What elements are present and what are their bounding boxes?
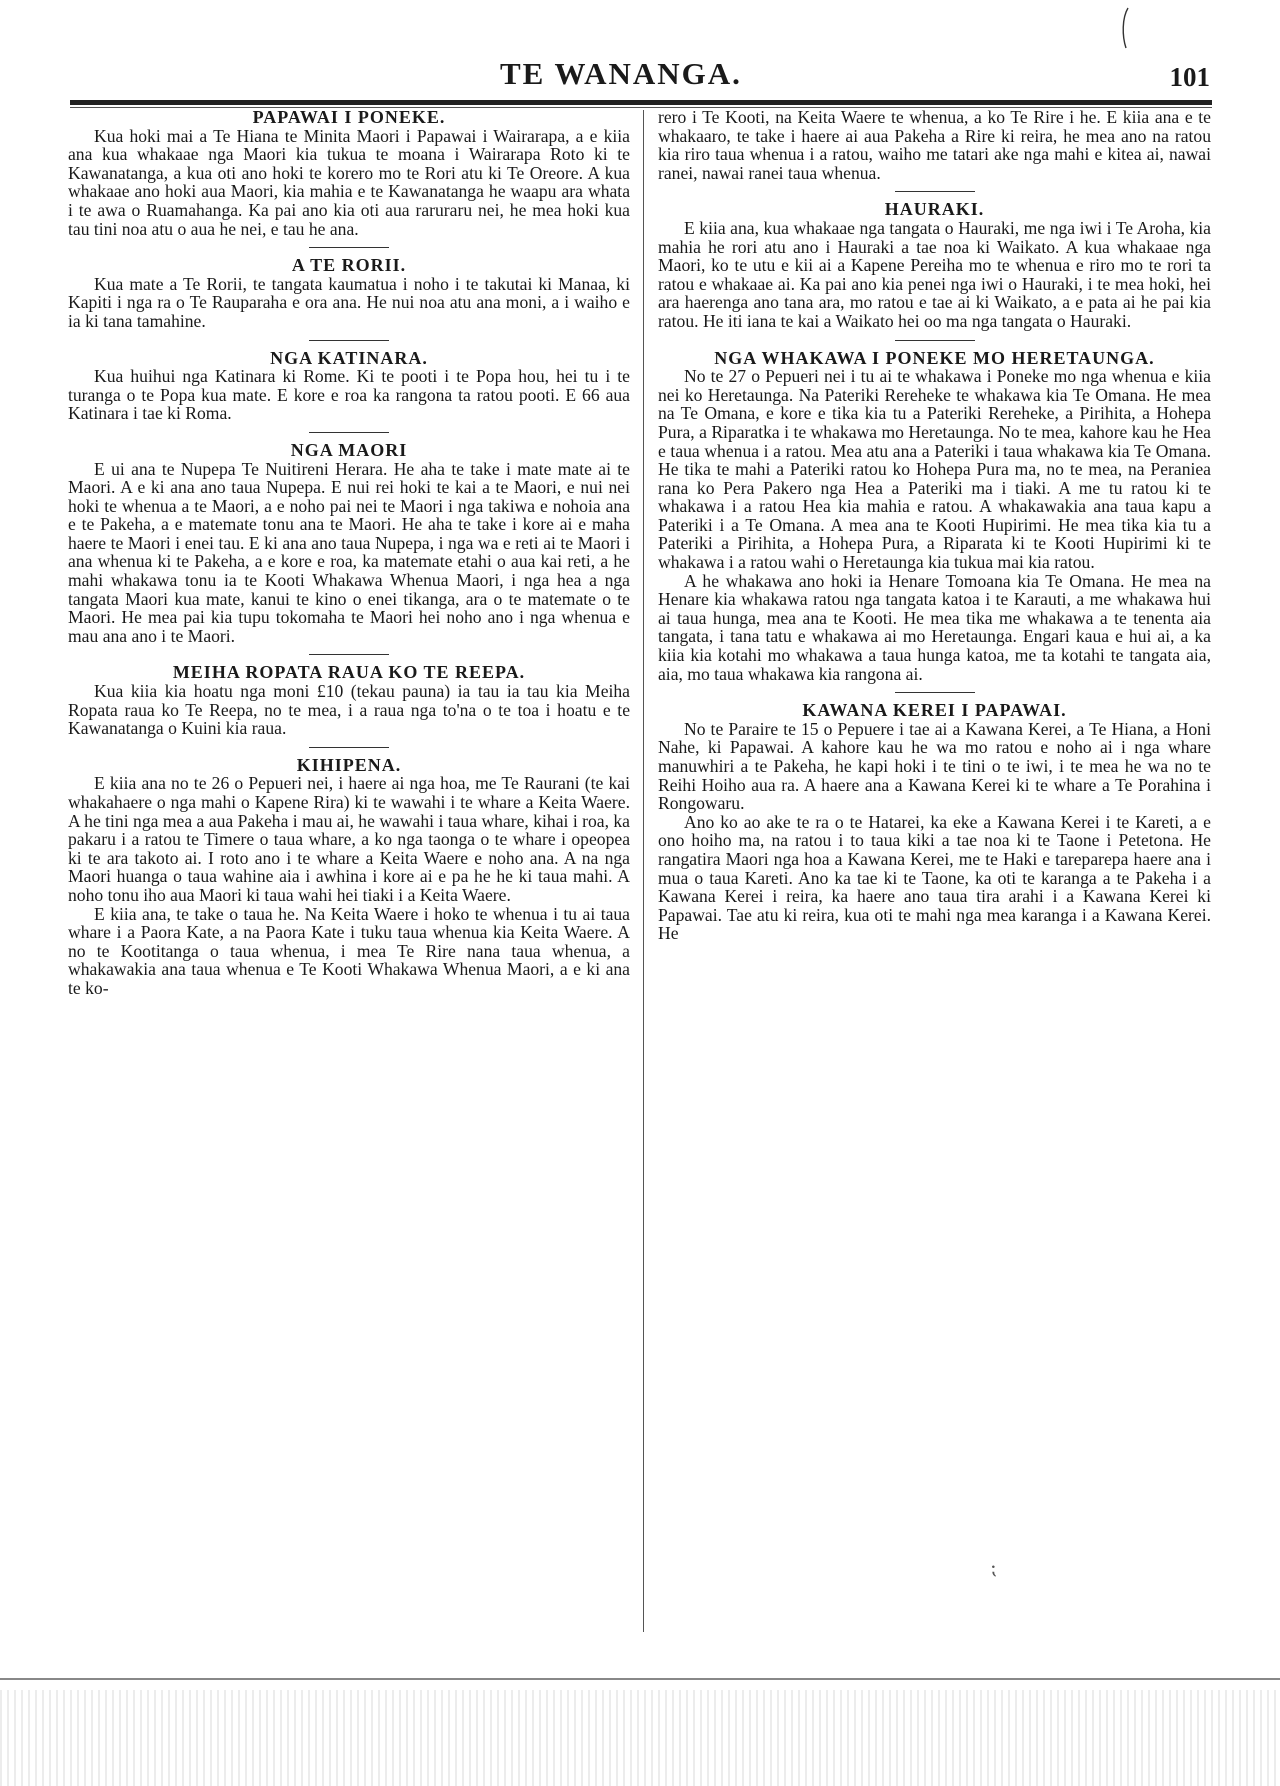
article-paragraph: rero i Te Kooti, na Keita Waere te whenua, a ko Te Rire i he. E kiia ana e te whakaaro, te take i haere ai aua Pakeha a Rire ki reira, he mea ano na ratou kia riro taua whenua i a ratou, waiho me tatari ake nga mahi e kitea ai, nawai ranei, nawai ranei taua whenua. — [658, 107, 1211, 183]
article-heading: HAURAKI. — [884, 199, 985, 220]
article-heading: KAWANA KEREI I PAPAWAI. — [802, 700, 1067, 721]
article-heading: MEIHA ROPATA RAUA KO TE REEPA. — [172, 662, 526, 683]
article-heading: PAPAWAI I PONEKE. — [252, 107, 446, 127]
masthead — [60, 52, 1210, 98]
article-paragraph: A he whakawa ano hoki ia Henare Tomoana kia Te Omana. He mea na Henare kia whakawa ratou nga tangata katoa i te Karauti, a me whakawa hui ai taua hunga, mea ana te Kooti. He mea tika me whakawa a te tenenta aia tangata, i tana tatu e whakawa ai mo Heretaunga. Engari kaua e hui ai, a ka kiia kia kotahi mo whakawa a taua hunga katoa, me ta kotahi te tangata aia, aia, mo taua whakawa kia rangona ai. — [658, 570, 1211, 684]
article — [658, 692, 1211, 943]
left-column — [68, 108, 630, 998]
article-separator — [895, 340, 975, 341]
article-paragraph: E ui ana te Nupepa Te Nuitireni Herara. He aha te take i mate mate ai te Maori. A e ki ana ano taua Nupepa. E nui rei hoki te kai a te Maori, e nui nei hoki te whenua a te Maori, a e noho pai nei te Maori i nga takiwa e nohoia ana e te Pakeha, a e matemate tonu ana te Maori. He aha te take i kore ai e maha haere te Maori i enei tau. E ki ana ano taua Nupepa, i nga wa e reti ai te Maori i ana whenua ki te Pakeha, a e kore e roa, ka matemate etahi o aua kai reti, a he mahi whakawa tonu ia te Kooti Whakawa Whenua Maori, i nga hea a nga tangata Maori kua mate, kanui te kino o enei tikanga, ara o te matemate o te Maori. He mea pai kia tupu tokomaha te Maori hei noho ano i nga whenua e mau ana ano i te Maori. — [68, 458, 630, 646]
article-separator — [309, 340, 389, 341]
article-heading: NGA KATINARA. — [270, 347, 428, 368]
article-heading: NGA MAORI — [290, 439, 408, 460]
article-paragraph: No te 27 o Pepueri nei i tu ai te whakawa i Poneke mo nga whenua e kiia nei ko Heretaunga. Na Pateriki Rereheke te whakawa kia Te Omana. He mea na Te Omana, e kore e tika kia tu a Pateriki Rereheke, a Pirihita, a Hohepa Pura, a Riparatka i te whakawa mo Heretaunga. No te mea, kahore kau he Hea e taua whenua i a ratou. Mea atu ana a Pateriki i taua whakawa kia Te Omana. He tika te mahi a Pateriki ratou ko Hohepa Pura ma, no te mea, na Peraniea rana ko Pera Pakero nga Hea a Pateriki ma i tiaki. A me tu ratou ki te whakawa i a ratou Hea kia mahia e ratou. A whakawakia ana taua kapu a Pateriki i a Te Omana. A mea ana te Kooti Hupirimi. He mea tika kia tu a Pateriki a Pirihita, a Hohepa Pura, a Riparata ki te Kooti Hupirimi ki te whakawa i a ratou wahi o Heretaunga kia tukua mai kia ratou. — [658, 366, 1211, 573]
pencil-mark — [1118, 6, 1134, 50]
article-separator — [895, 692, 975, 693]
article-paragraph: Kua kiia kia hoatu nga moni £10 (tekau pauna) ia tau ia tau kia Meiha Ropata raua ko Te Reepa, no te mea, i a raua nga to'na o te toa i hoatu e te Kawanatanga o Kuini kia raua. — [68, 681, 630, 739]
article — [68, 247, 630, 330]
article-heading: NGA WHAKAWA I PONEKE MO HERETAUNGA. — [714, 347, 1155, 368]
newspaper-title: TE WANANGA. — [500, 56, 742, 91]
article-paragraph: E kiia ana no te 26 o Pepueri nei, i haere ai nga hoa, me Te Raurani (te kai whakahaere o nga mahi o Kapene Rira) ki te wawahi i te whare a Keita Waere. A he tini nga mea a aua Pakeha i mau ai, he wawahi i taua whare, kihai i roa, ka pakaru i a ratou te Timere o taua whare, a ko nga taonga o te whare i opeopea ki te ara takoto ai. I roto ano i te whare a Keita Waere e noho ana. A na nga Maori huanga o taua wahine aia i awhina i kore ai e pa he he ki taua mahi. A noho tonu iho aua Maori ki taua wahi hei tiaki i a Keita Waere. — [68, 773, 630, 905]
article-paragraph: Kua mate a Te Rorii, te tangata kaumatua i noho i te takutai ki Manaa, ki Kapiti i nga ra o Te Rauparaha e ora ana. He nui noa atu ana moni, a i waiho e ia ki tana tamahine. — [68, 273, 630, 331]
article — [68, 747, 630, 998]
page-bottom-edge — [0, 1678, 1280, 1680]
article — [68, 432, 630, 646]
column-divider — [643, 110, 644, 1632]
article — [68, 654, 630, 737]
article-paragraph: E kiia ana, te take o taua he. Na Keita Waere i hoko te whenua i tu ai taua whare i a Paora Kate, a na Paora Kate i tuku taua whenua kia Keita Waere. A no te Kootitanga o taua whenua, i mea Te Rire nana taua whenua, a whakawakia ana taua whenua e Te Kooti Whakawa Whenua Maori, a e ki ana te ko- — [68, 903, 630, 998]
article-separator — [309, 747, 389, 748]
article-separator — [895, 191, 975, 192]
article-paragraph: No te Paraire te 15 o Pepuere i tae ai a Kawana Kerei, a Te Hiana, a Honi Nahe, ki Papawai. A kahore kau he wa mo ratou e noho ai i nga whare manuwhiri a te Pakeha, he kapi hoki i te tini o te iwi, i te mea he wa no te Reihi Hoiho aua ra. A haere ana a Kawana Kerei ki te whare a Te Porahina i Rongowaru. — [658, 718, 1211, 814]
article-separator — [309, 247, 389, 248]
article-paragraph: Kua hoki mai a Te Hiana te Minita Maori i Papawai i Wairarapa, a e kiia ana kua whakaae nga Maori kia tukua te moana i Wairarapa Roto ki te Kawanatanga, a kua oti ano hoki te korero mo te Rori atu ki Te Oreore. A kua whakaae ano hoki aua Maori, kia mahia e te Kawanatanga he waapu ara whata i te awa o Ruamahanga. Ka pai ano kia oti aua raruraru nei, he mea hoki kua tau tini noa atu o aua he nei, e tau he ana. — [68, 125, 630, 239]
article — [68, 108, 630, 238]
article — [68, 340, 630, 423]
article-heading: A TE RORII. — [291, 255, 407, 276]
page-number: 101 — [1169, 62, 1210, 92]
article-paragraph: Kua huihui nga Katinara ki Rome. Ki te pooti i te Popa hou, hei tu i te turanga o te Popa kua mate. E kore e roa ka rangona ta ratou pooti. E 66 aua Katinara i tae ki Roma. — [68, 366, 630, 424]
article-separator — [309, 432, 389, 433]
article — [658, 108, 1211, 182]
article-separator — [309, 654, 389, 655]
stray-mark: ⁏ — [990, 1557, 997, 1579]
article-heading: KIHIPENA. — [296, 754, 402, 775]
article-paragraph: Ano ko ao ake te ra o te Hatarei, ka eke a Kawana Kerei i te Kareti, a e ono hoiho ma, na ratou i to taua kiki a tae noa ki te Taone i Petetona. He rangatira Maori nga hoa a Kawana Kerei, me te Haki e tareparepa haere ana i mua o taua Kareti. Ano ka tae ki te Taone, ka oti te karanga a te Pakeha i a Kawana Kerei i reira, ka haere ano taua tira arahi i a Kawana Kerei ki Papawai. Tae atu ki reira, kua oti te mahi nga mea karanga i a Kawana Kerei. He — [658, 811, 1211, 944]
scan-noise-strip — [0, 1690, 1280, 1786]
article-paragraph: E kiia ana, kua whakaae nga tangata o Hauraki, me nga iwi i Te Aroha, kia mahia he rori atu ano i Hauraki a tae noa ki Waikato. A kua whakaae nga Maori, ko te utu e kii ai a Kapene Pereiha mo te whenua e riro mo te rori ta ratou e whakaae ai. Ka pai ano kia penei nga iwi o Hauraki, i te mea hoki, hei ara haerenga ano tana ara, mo ratou e tae ai ki Waikato, a e pata ai he pai kia ratou. He iti iana te kai a Waikato hei oo ma nga tangata o Hauraki. — [658, 217, 1211, 331]
header-rule — [70, 100, 1212, 105]
right-column — [658, 108, 1211, 943]
article — [658, 340, 1211, 684]
article — [658, 191, 1211, 330]
